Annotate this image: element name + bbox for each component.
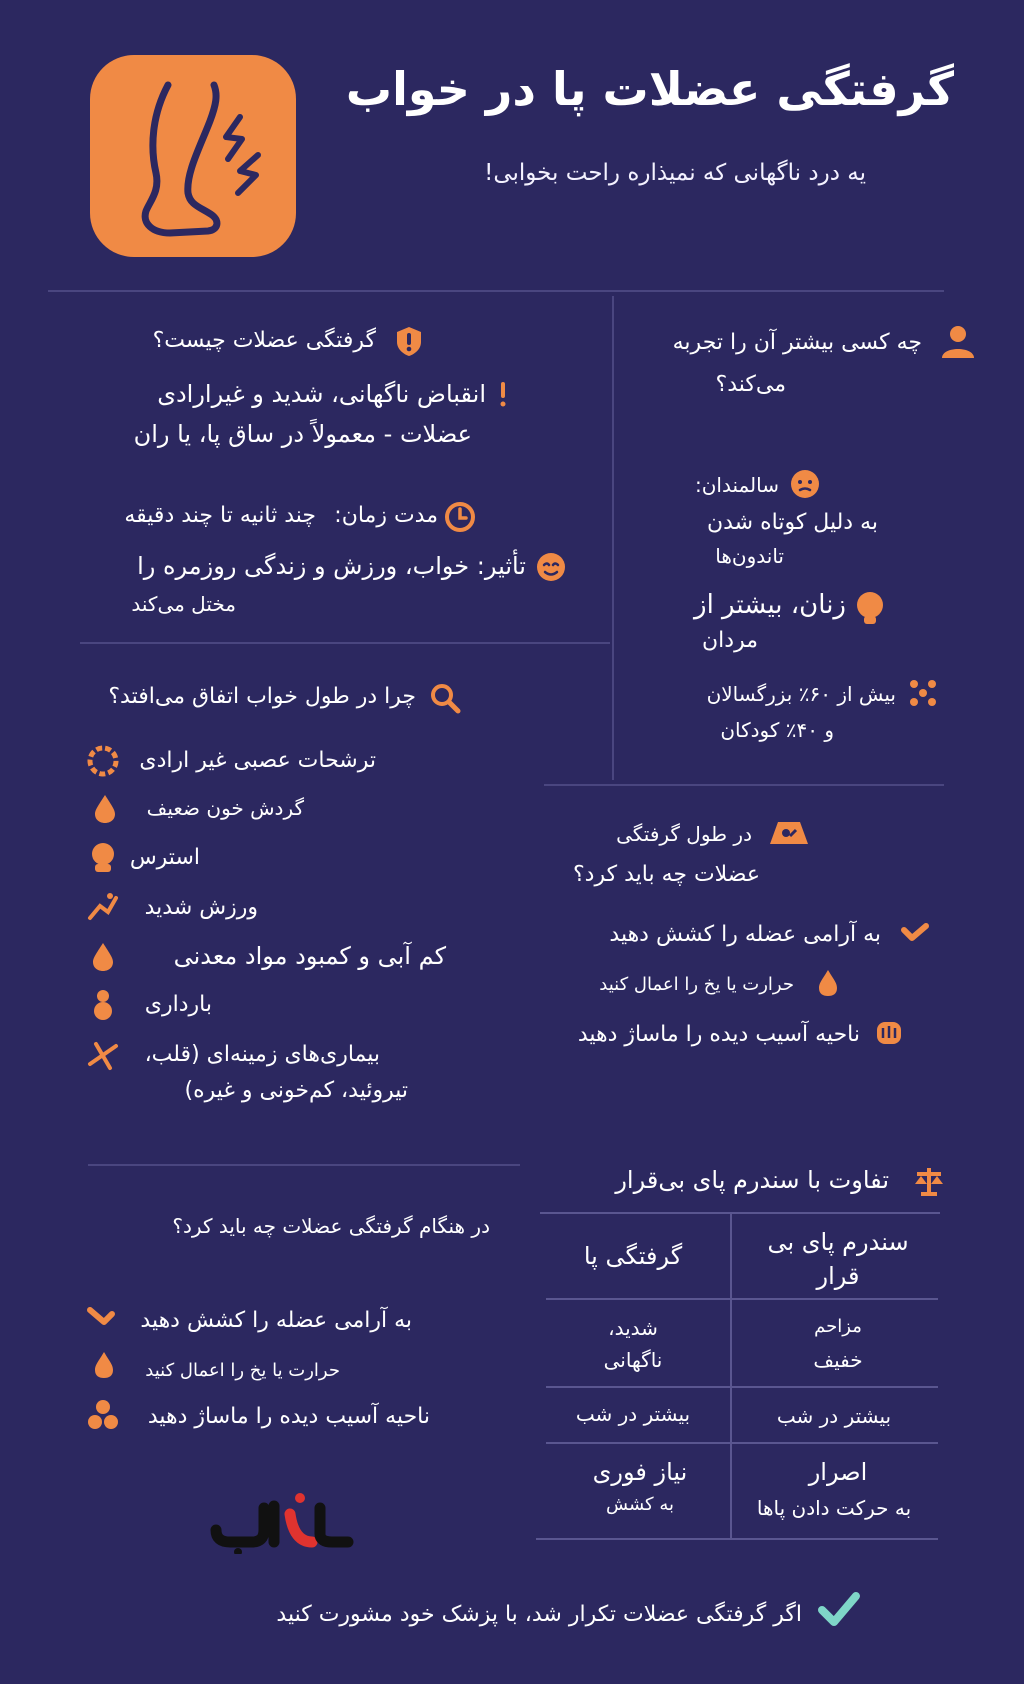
page-title: گرفتگی عضلات پا در خواب [345, 62, 954, 116]
when-heading: در هنگام گرفتگی عضلات چه باید کرد؟ [172, 1214, 490, 1238]
footer-note: اگر گرفتگی عضلات تکرار شد، با پزشک خود مشورت کنید [276, 1602, 802, 1627]
massage-icon-2 [86, 1398, 120, 1432]
table-line-row1 [546, 1386, 938, 1388]
logo-mark [208, 1486, 360, 1554]
fire-icon-2 [90, 1350, 118, 1380]
drop-icon [88, 792, 122, 826]
row2-cramp: بیشتر در شب [575, 1402, 691, 1426]
search-icon [428, 681, 462, 715]
row3-rls-1: اصرار [808, 1458, 868, 1486]
stat-line1: بیش از ۶۰٪ بزرگسالان [706, 682, 896, 706]
dots-icon [906, 676, 940, 710]
row1-cramp-2: ناگهانی [603, 1348, 663, 1372]
what-definition-line1: انقباض ناگهانی، شدید و غیرارادی [157, 380, 486, 408]
during-item-1: به آرامی عضله را کشش دهید [609, 922, 881, 947]
elderly-line1: به دلیل کوتاه شدن [706, 510, 878, 535]
why-item-6: بارداری [144, 992, 212, 1017]
why-item-7b: تیروئید، کم‌خونی و غیره) [184, 1078, 408, 1103]
duration-value: چند ثانیه تا چند دقیقه [124, 503, 316, 528]
why-heading: چرا در طول خواب اتفاق می‌افتد؟ [108, 684, 416, 709]
vertical-divider [612, 296, 614, 780]
check-icon [816, 1590, 862, 1630]
col-header-rls-2: قرار [816, 1262, 860, 1290]
when-divider [88, 1164, 520, 1166]
woman-head-icon [852, 588, 890, 626]
row1-cramp-1: شدید، [608, 1316, 658, 1340]
when-item-1: به آرامی عضله را کشش دهید [140, 1308, 412, 1333]
why-item-4: ورزش شدید [144, 895, 258, 920]
what-heading: گرفتگی عضلات چیست؟ [152, 328, 376, 353]
table-line-bottom [536, 1538, 938, 1540]
pregnancy-icon [86, 988, 120, 1022]
table-line-top [540, 1212, 940, 1214]
compare-heading: تفاوت با سندرم پای بی‌قرار [615, 1166, 889, 1194]
col-header-cramp: گرفتگی پا [583, 1242, 683, 1270]
stress-icon [86, 840, 120, 874]
why-item-7: بیماری‌های زمینه‌ای (قلب، [144, 1042, 380, 1067]
face-icon [534, 550, 568, 584]
stat-line2: و ۴۰٪ کودکان [720, 718, 834, 742]
table-line-vertical [730, 1214, 732, 1538]
elderly-line2: تاندون‌ها [715, 544, 784, 568]
why-item-2: گردش خون ضعیف [146, 796, 304, 820]
during-heading-line2: عضلات چه باید کرد؟ [573, 862, 760, 887]
women-line1: زنان، بیشتر از [694, 590, 846, 620]
app-icon [90, 55, 296, 257]
row1-rls-1: مزاحم [814, 1316, 862, 1337]
effect-line1: تأثیر: خواب، ورزش و زندگی روزمره را [137, 552, 526, 580]
exclamation-icon [496, 380, 510, 408]
who-divider [544, 784, 944, 786]
disease-icon [86, 1038, 120, 1072]
fire-icon [814, 968, 842, 998]
row2-rls: بیشتر در شب [776, 1404, 892, 1428]
table-line-row2 [546, 1442, 938, 1444]
clock-icon [443, 500, 477, 534]
row1-rls-2: خفیف [813, 1348, 863, 1372]
when-item-3: ناحیه آسیب دیده را ماساژ دهید [147, 1404, 430, 1429]
exclamation-shield-icon [392, 324, 426, 358]
row3-cramp-1: نیاز فوری [592, 1458, 688, 1486]
during-item-3: ناحیه آسیب دیده را ماساژ دهید [577, 1022, 860, 1047]
person-icon [938, 322, 978, 360]
elderly-face-icon [788, 467, 822, 501]
header-divider [48, 290, 944, 292]
drop-icon-2 [86, 940, 120, 974]
why-item-3: استرس [129, 845, 200, 870]
col-header-rls-1: سندرم پای بی [767, 1228, 909, 1256]
what-divider [80, 642, 610, 644]
during-item-2: حرارت یا یخ را اعمال کنید [599, 974, 794, 995]
hands-icon [766, 816, 812, 850]
duration-label: مدت زمان: [334, 503, 438, 528]
table-line-header [546, 1298, 938, 1300]
who-heading-line2: می‌کند؟ [715, 372, 786, 397]
why-item-5: کم آبی و کمبود مواد معدنی [173, 942, 446, 970]
scale-icon [912, 1164, 946, 1198]
when-item-2: حرارت یا یخ را اعمال کنید [145, 1360, 340, 1381]
why-item-1: ترشحات عصبی غیر ارادی [139, 748, 376, 773]
leg-cramp-icon [90, 55, 296, 257]
row3-cramp-2: به کشش [606, 1494, 674, 1515]
effect-line2: مختل می‌کند [131, 592, 236, 616]
exercise-icon [86, 890, 120, 924]
stretch-icon [898, 916, 932, 950]
what-definition-line2: عضلات - معمولاً در ساق پا، یا ران [133, 420, 472, 448]
row3-rls-2: به حرکت دادن پاها [756, 1496, 912, 1520]
nerve-icon [86, 744, 120, 778]
page-subtitle: یه درد ناگهانی که نمیذاره راحت بخوابی! [484, 160, 866, 186]
during-heading-line1: در طول گرفتگی [616, 822, 752, 846]
elderly-label: سالمندان: [694, 473, 779, 497]
massage-icon [874, 1018, 904, 1048]
stretch-icon-2 [84, 1300, 118, 1334]
who-heading-line1: چه کسی بیشتر آن را تجربه [672, 330, 922, 355]
women-line2: مردان [702, 628, 758, 653]
logo [208, 1486, 360, 1554]
